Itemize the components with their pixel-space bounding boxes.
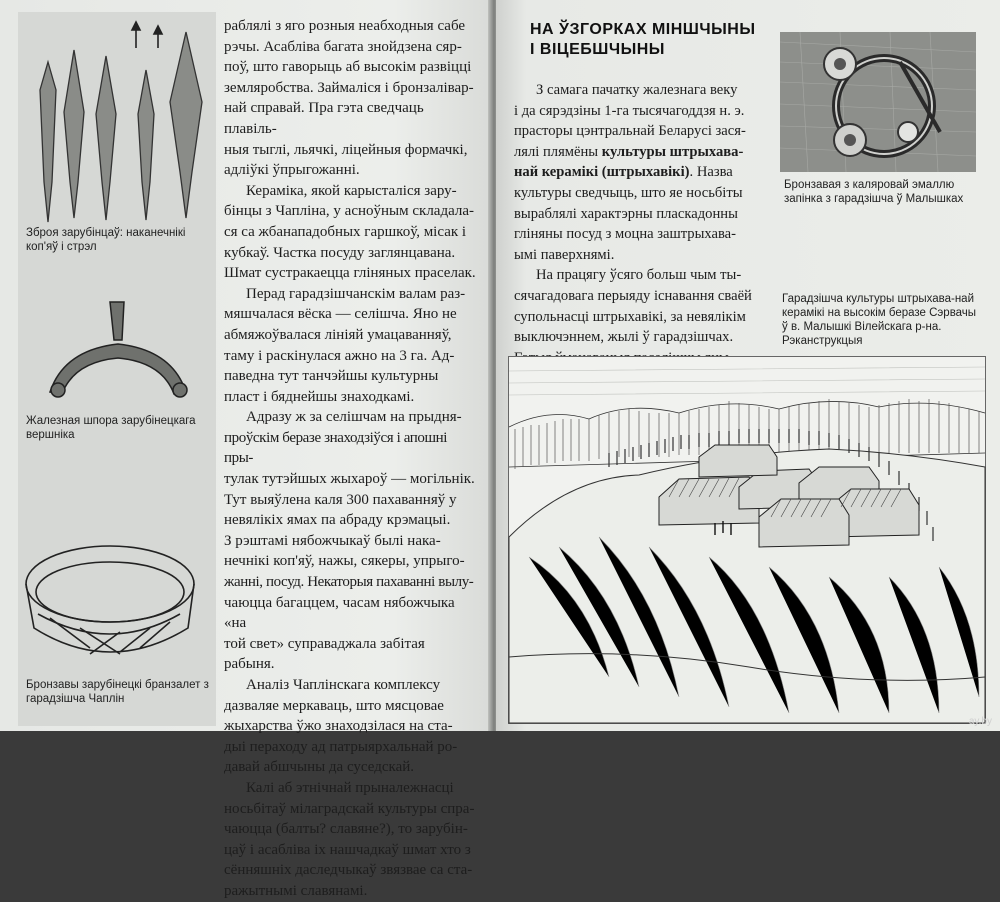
section-heading	[530, 20, 770, 60]
text-line: кубкаў. Частка посуду заглянцавана.	[224, 244, 456, 261]
text-line: сячагадовага перыяду існавання сваёй	[514, 287, 752, 304]
text-line: чаюцца багаццем, часам нябожчыка «на	[224, 594, 455, 632]
right-body-text	[514, 80, 776, 389]
text-line: тулак тутэйшых жыхароў — могільнік.	[224, 471, 475, 488]
figure-caption-bracelet: Бронзавы зарубінецкі бранзалет з гарадзішча Чаплін	[26, 679, 209, 705]
text-line: На працягу ўсяго больш чым ты-	[536, 267, 742, 284]
text-line: Адразу ж за селішчам на прыдня-	[246, 409, 462, 426]
text-line: давай абшчыны да суседскай.	[224, 759, 415, 776]
text-line: культуры сведчыць, што яе носьбіты	[514, 184, 743, 201]
illustration-caption: Гарадзішча культуры штрыхава-най керамікі на высокім беразе Сэрвачы ў в. Малышкі Вілейскага р-на. Рэканструкцыя	[782, 293, 977, 347]
text-line: пласт і бяднейшы знаходкамі.	[224, 388, 415, 405]
text-line: бінцы з Чапліна, у асноўным складала-	[224, 203, 475, 220]
left-body-text	[224, 16, 476, 902]
text-line: ся са жбанападобных гаршкоў, місак і	[224, 223, 467, 240]
photo-caption: Бронзавая з каляровай эмаллю запінка з гарадзішча ў Малышках	[784, 179, 964, 205]
figure-caption-weapons: Зброя зарубінцаў: наканечнікі коп'яў і стрэл	[26, 227, 186, 253]
text-line: проўскім беразе знаходзіўся і апошні пры-	[224, 429, 448, 467]
iron-spur-drawing	[44, 300, 192, 400]
text-line: носьбітаў мілаградскай культуры спра-	[224, 800, 475, 817]
text-line: гліняны посуд з моцна заштрыхава-	[514, 226, 737, 243]
figure-caption-spur: Жалезная шпора зарубінецкага вершніка	[26, 415, 196, 441]
heading-line: НА ЎЗГОРКАХ МІНШЧЫНЫ	[530, 21, 756, 38]
text-line: З рэштамі нябожчыкаў былі нака-	[224, 532, 441, 549]
text-line	[514, 142, 776, 163]
text-line: сённяшніх даследчыкаў звязвае са ста-	[224, 862, 473, 879]
text-line: адліўкі ўпрыгожанні.	[224, 162, 360, 179]
text-line: прасторы цэнтральнай Беларусі зася-	[514, 123, 746, 140]
text-line: выключэннем, жылі ў гарадзішчах.	[514, 329, 734, 346]
text-line: супольнасці штрыхавікі, за невялікім	[514, 308, 746, 325]
fibula-image	[780, 32, 976, 172]
text-line: Перад гарадзішчанскім валам раз-	[246, 285, 466, 302]
text-line: выраблялі характэрны пласкадонны	[514, 205, 738, 222]
text-line: Шмат сустракаецца гліняных праселак.	[224, 265, 476, 282]
text-line: Аналіз Чаплінскага комплексу	[246, 677, 441, 693]
text-run: . Назва	[689, 164, 733, 181]
text-line: жыхарства ўжо знаходзілася на ста-	[224, 718, 453, 735]
left-page	[0, 0, 492, 899]
text-line: дыі пераходу ад патрыярхальнай ро-	[224, 738, 458, 755]
text-line: абмяжоўвалася лініяй умацаванняў,	[224, 326, 452, 343]
hillfort-reconstruction-drawing	[508, 356, 986, 724]
text-line	[514, 162, 776, 183]
text-line: паведна тут танчэйшы культурны	[224, 368, 439, 385]
text-line: раблялі з яго розныя неабходныя сабе	[224, 18, 466, 34]
text-line: най справай. Пра гэта сведчаць плавіль-	[224, 100, 424, 137]
bronze-bracelet-drawing	[20, 536, 200, 666]
text-line: той свет» суправаджала забітая рабыня.	[224, 635, 425, 673]
text-line: цаў і асабліва іх нашчадкаў шмат хто з	[224, 841, 471, 858]
text-line: невялікіх ямах па абраду крэмацыі.	[224, 512, 451, 529]
text-line: поў, што гаворыць аб высокім развіцці	[224, 59, 472, 76]
watermark: ay.by	[968, 716, 992, 727]
text-line: земляробства. Займаліся і бронзалівар-	[224, 79, 474, 96]
spearheads-arrowheads-drawing	[36, 22, 212, 222]
text-line: мяшчалася вёска — селішча. Яно не	[224, 306, 457, 323]
text-line: чаюцца (балты? славяне?), то зарубін-	[224, 821, 468, 838]
text-line: таму і раскінулася ажно на 3 га. Ад-	[224, 347, 455, 364]
text-line: Калі аб этнічнай прыналежнасці	[246, 779, 454, 796]
text-line: З самага пачатку жалезнага веку	[536, 82, 738, 98]
heading-line: І ВІЦЕБШЧЫНЫ	[530, 41, 665, 58]
text-line: нечнікі коп'яў, нажы, сякеры, упрыго-	[224, 553, 465, 570]
text-line: рэчы. Асабліва багата знойдзена сяр-	[224, 38, 462, 55]
text-line: дазваляе меркаваць, што мясцовае	[224, 697, 444, 714]
text-line: ымі паверхнямі.	[514, 246, 615, 263]
hillfort-image	[509, 357, 985, 723]
bronze-enamel-fibula-photo	[780, 32, 976, 172]
bold-term: культуры штрыхава-	[601, 143, 744, 160]
text-line: жанні, посуд. Некаторыя пахаванні вылу-	[224, 574, 474, 591]
text-line: і да сярэдзіны 1-га тысячагоддзя н. э.	[514, 102, 745, 119]
text-line: ныя тыглі, льячкі, ліцейныя формачкі,	[224, 141, 468, 158]
text-run: лялі плямёны	[514, 143, 602, 160]
bold-term: най керамікі (штрыхавікі)	[514, 164, 690, 181]
text-line: Тут выяўлена каля 300 пахаванняў у	[224, 491, 457, 508]
text-line: ражытнымі славянамі.	[224, 882, 368, 899]
text-line: Кераміка, якой карысталіся зару-	[246, 182, 457, 199]
